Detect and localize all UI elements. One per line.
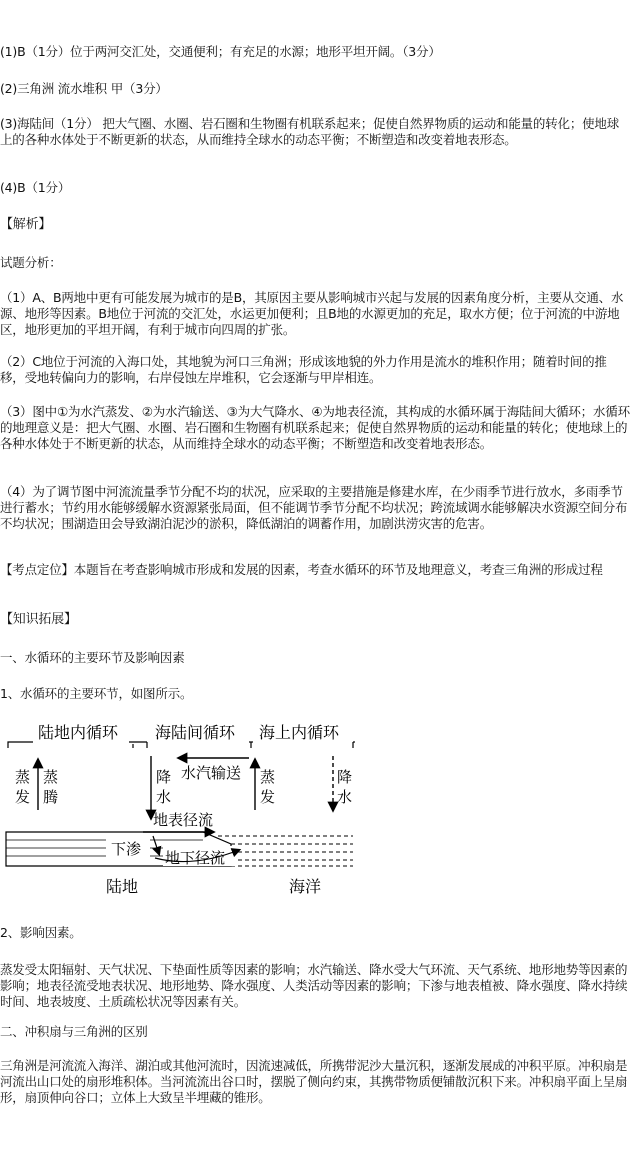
section1-title: 一、水循环的主要环节及影响因素: [0, 650, 185, 665]
section2-title: 二、冲积扇与三角洲的区别: [0, 1024, 148, 1039]
ocean-label: 海洋: [289, 877, 322, 896]
analysis-3: （3）图中①为水汽蒸发、②为水汽输送、③为大气降水、④为地表径流，其构成的水循环属于海陆间大循环；水循环的地理意义是：把大气圈、水圈、岩石圈和生物圈有机联系起来；促使自然界物质的运动和能量的转化；使地球上的各种水体处于不断更新的状态，从而维持全球水的动态平衡；不断塑造和改变着地表形态。: [0, 404, 630, 451]
answer-4: (4)B（1分）: [0, 180, 71, 195]
section1-item2: 2、影响因素。: [0, 925, 82, 940]
evap1-char-a: 蒸: [15, 768, 31, 786]
section2-text: 三角洲是河流流入海洋、湖泊或其他河流时，因流速减低，所携带泥沙大量沉积，逐渐发展成的冲积平原。冲积扇是河流出山口处的扇形堆积体。当河流流出谷口时，摆脱了侧向约束，其携带物质便铺散沉积下来。冲积扇平面上呈扇形，扇顶伸向谷口；立体上大致呈半埋藏的锥形。: [0, 1058, 628, 1105]
analysis-header: 【解析】: [0, 217, 52, 232]
precip2-char-b: 水: [337, 788, 353, 806]
answer-1: (1)B（1分）位于两河交汇处，交通便利；有充足的水源；地形平坦开阔。（3分）: [0, 44, 441, 59]
vapor-transport-label: 水汽输送: [181, 764, 242, 782]
sea-cycle-label: 海上内循环: [259, 723, 340, 742]
sea-land-cycle-label: 海陆间循环: [155, 723, 236, 742]
analysis-2: （2）C地位于河流的入海口处，其地貌为河口三角洲；形成该地貌的外力作用是流水的堆积作用；随着时间的推移，受地转偏向力的影响，右岸侵蚀左岸堆积，它会逐渐与甲岸相连。: [0, 354, 607, 385]
evap2-char-a: 蒸: [260, 768, 276, 786]
analysis-4: （4）为了调节图中河流流量季节分配不均的状况，应采取的主要措施是修建水库，在少雨季节进行放水，多雨季节进行蓄水；节约用水能够缓解水资源紧张局面，但不能调节季节分配不均状况；跨流域调水能够解决水资源空间分布不均状况；围湖造田会导致湖泊泥沙的淤积，降低湖泊的调蓄作用，加剧洪涝灾害的危害。: [0, 484, 628, 531]
evap1-char-b: 发: [15, 788, 31, 806]
answer-3: (3)海陆间（1分） 把大气圈、水圈、岩石圈和生物圈有机联系起来；促使自然界物质的运动和能量的转化；使地球上的各种水体处于不断更新的状态，从而维持全球水的动态平衡；不断塑造和改变着地表形态。: [0, 116, 620, 147]
water-cycle-diagram: [3, 718, 355, 904]
precip1-char-a: 降: [156, 768, 172, 786]
precip1-char-b: 水: [156, 788, 172, 806]
infiltration-label: 下渗: [111, 840, 142, 858]
section1-item1: 1、水循环的主要环节，如图所示。: [0, 686, 193, 701]
factors-text: 蒸发受太阳辐射、天气状况、下垫面性质等因素的影响；水汽输送、降水受大气环流、天气系统、地形地势等因素的影响；地表径流受地表状况、地形地势、降水强度、人类活动等因素的影响；下渗与地表植被、降水强度、降水持续时间、地表坡度、土质疏松状况等因素有关。: [0, 962, 628, 1009]
answer-2: (2)三角洲 流水堆积 甲（3分）: [0, 81, 168, 96]
land-label: 陆地: [106, 877, 139, 896]
evap2-char-b: 发: [260, 788, 276, 806]
transp-char-a: 蒸: [43, 768, 59, 786]
groundwater-runoff-label: 地下径流: [165, 849, 226, 867]
transp-char-b: 腾: [43, 788, 59, 806]
precip2-char-a: 降: [337, 768, 353, 786]
analysis-intro: 试题分析：: [0, 255, 62, 270]
knowledge-header: 【知识拓展】: [0, 612, 77, 627]
kaodian: 【考点定位】本题旨在考查影响城市形成和发展的因素，考查水循环的环节及地理意义，考查三角洲的形成过程: [0, 562, 603, 577]
analysis-1: （1）A、B两地中更有可能发展为城市的是B，其原因主要从影响城市兴起与发展的因素角度分析，主要从交通、水源、地形等因素。B地位于河流的交汇处，水运更加便利；且B地的水源更加的充足，取水方便；位于河流的中游地区，地形更加的平坦开阔，有利于城市向四周的扩张。: [0, 290, 624, 337]
land-cycle-label: 陆地内循环: [38, 723, 119, 742]
surface-runoff-label: 地表径流: [153, 811, 214, 829]
